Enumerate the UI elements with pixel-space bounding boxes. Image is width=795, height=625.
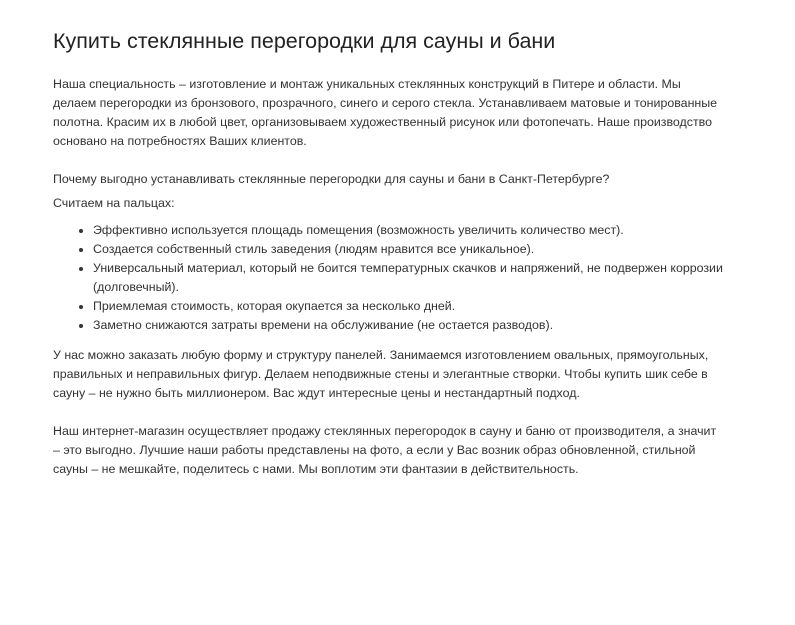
forms-paragraph: У нас можно заказать любую форму и структуру панелей. Занимаемся изготовлением овальных, прямоугольных, правильных и неправильных фигур. Делаем неподвижные стены и элегантные створки. Чтобы купить шик себе в сауну – не нужно быть миллионером. Вас ждут интересные цены и нестандартный подход. (53, 348, 709, 400)
why-question: Почему выгодно устанавливать стеклянные перегородки для сауны и бани в Санкт-Петербурге? (53, 172, 610, 186)
count-intro: Считаем на пальцах: (53, 196, 175, 210)
list-item: • Заметно снижаются затраты времени на обслуживание (не остается разводов). (93, 316, 725, 335)
list-item: • Приемлемая стоимость, которая окупается за несколько дней. (93, 297, 725, 316)
benefits-list (53, 221, 725, 335)
list-item: • Эффективно используется площадь помещения (возможность увеличить количество мест). (93, 221, 725, 240)
shop-paragraph: Наш интернет-магазин осуществляет продажу стеклянных перегородок в сауну и баню от производителя, а значит – это выгодно. Лучшие наши работы представлены на фото, а если у Вас возник образ обновленной, стильной сауны – не мешкайте, поделитесь с нами. Мы воплотим эти фантазии в действительность. (53, 424, 717, 476)
article (53, 28, 725, 479)
list-item: • Создается собственный стиль заведения (людям нравится все уникальное). (93, 240, 725, 259)
intro-paragraph: Наша специальность – изготовление и монтаж уникальных стеклянных конструкций в Питере и области. Мы делаем перегородки из бронзового, прозрачного, синего и серого стекла. Устанавливаем матовые и тонированные полотна. Красим их в любой цвет, организовываем художественный рисунок или фотопечать. Наше производство основано на потребностях Ваших клиентов. (53, 77, 718, 148)
list-item: • Универсальный материал, который не боится температурных скачков и напряжений, не подвержен коррозии (долговечный). (93, 259, 725, 297)
page-title: Купить стеклянные перегородки для сауны и бани (53, 29, 556, 53)
